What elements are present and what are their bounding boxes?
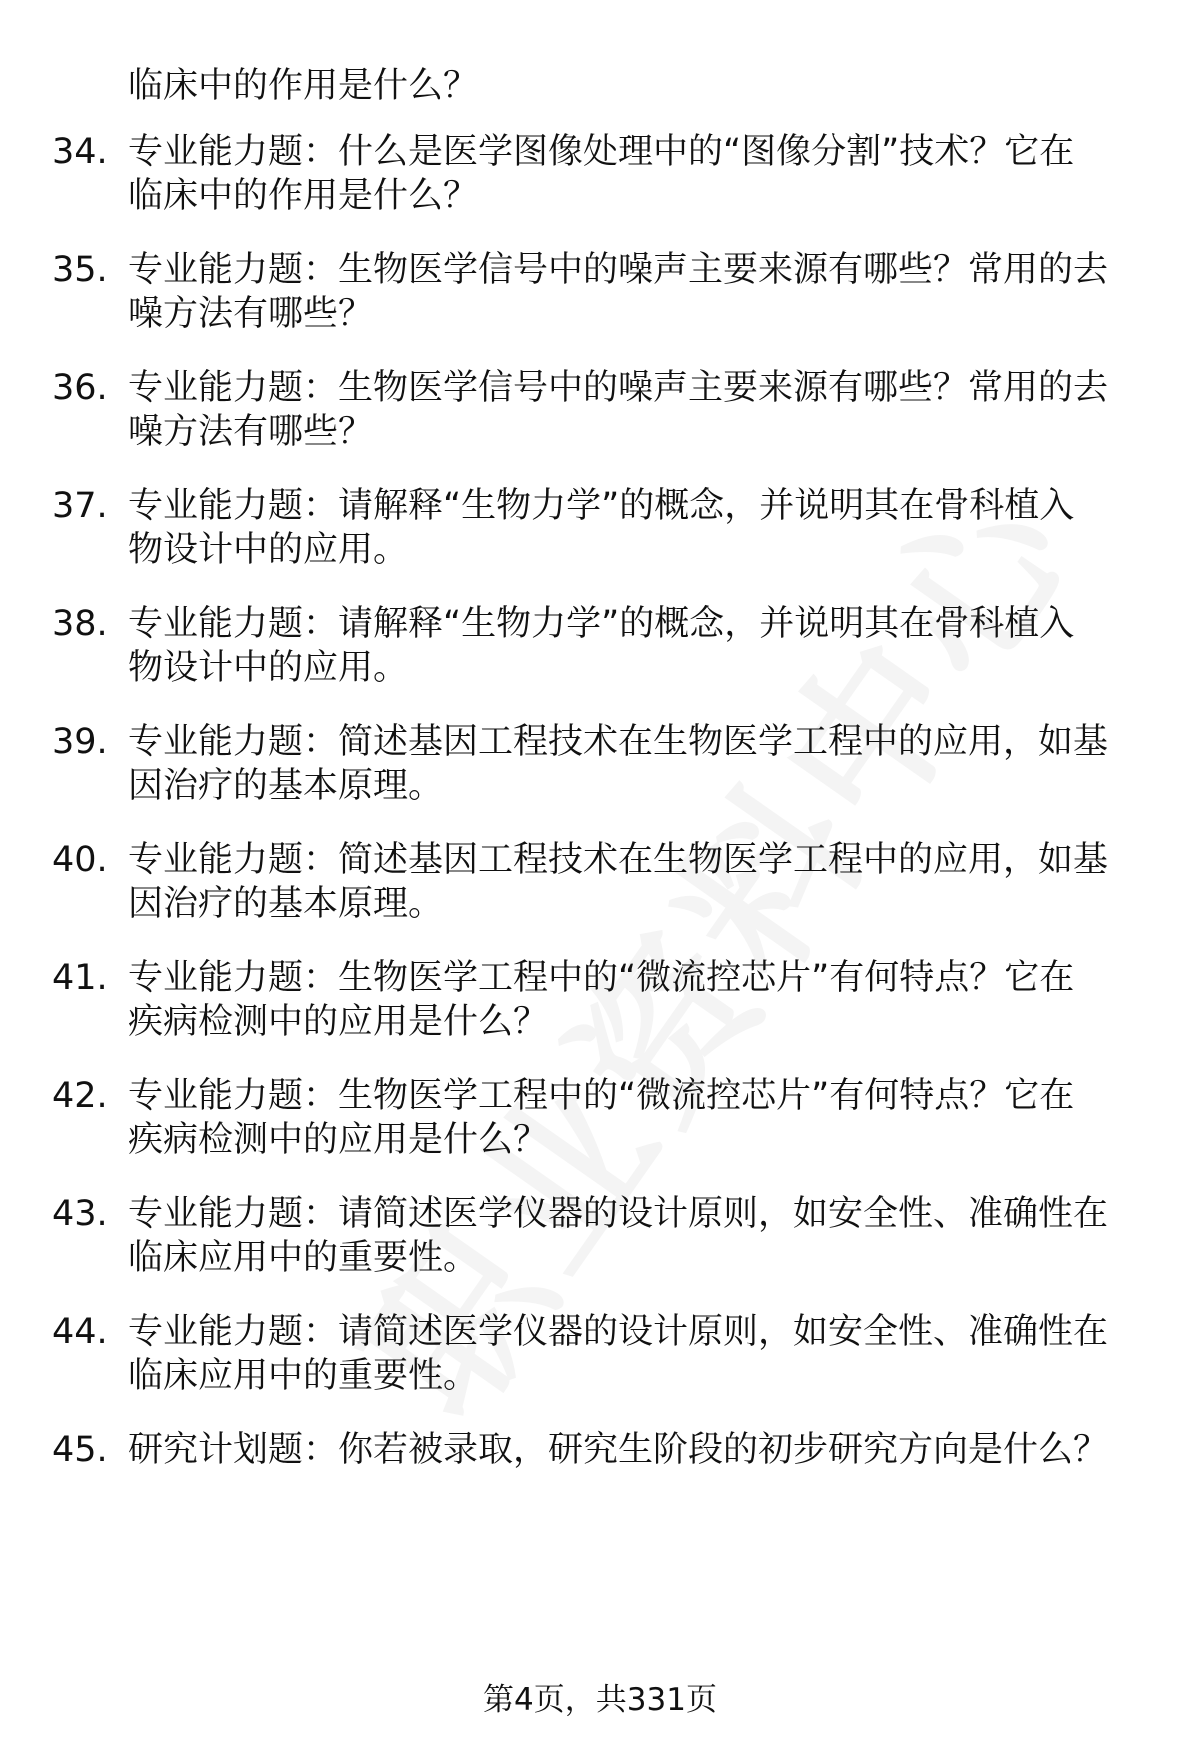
item-text-line2: 临床应用中的重要性。 <box>128 1238 479 1278</box>
item-number: 39. <box>52 722 108 762</box>
item-number: 37. <box>52 486 108 526</box>
item-text-line2: 物设计中的应用。 <box>128 530 409 570</box>
item-text-line2: 物设计中的应用。 <box>128 648 409 688</box>
item-number: 43. <box>52 1194 108 1234</box>
item-text-line1: 专业能力题：什么是医学图像处理中的“图像分割”技术？它在 <box>128 132 1075 172</box>
item-text-line2: 临床中的作用是什么？ <box>128 176 479 216</box>
item-number: 41. <box>52 958 108 998</box>
item-number: 35. <box>52 250 108 290</box>
item-text-line2: 噪方法有哪些？ <box>128 412 374 452</box>
item-text-line1: 专业能力题：简述基因工程技术在生物医学工程中的应用，如基 <box>128 840 1109 880</box>
item-text-line1: 专业能力题：生物医学信号中的噪声主要来源有哪些？常用的去 <box>128 368 1109 408</box>
item-text-line2: 临床应用中的重要性。 <box>128 1356 479 1396</box>
item-text-line2: 噪方法有哪些？ <box>128 294 374 334</box>
item-number: 38. <box>52 604 108 644</box>
item-text-line1: 专业能力题：生物医学工程中的“微流控芯片”有何特点？它在 <box>128 1076 1075 1116</box>
item-text-line2: 疾病检测中的应用是什么？ <box>128 1120 549 1160</box>
watermark <box>300 430 1120 1455</box>
item-text-line2: 因治疗的基本原理。 <box>128 884 444 924</box>
item-number: 40. <box>52 840 108 880</box>
item-number: 42. <box>52 1076 108 1116</box>
page-footer: 第4页，共331页 <box>483 1682 717 1718</box>
item-number: 36. <box>52 368 108 408</box>
item-text-line1: 专业能力题：请解释“生物力学”的概念，并说明其在骨科植入 <box>128 486 1075 526</box>
item-text-line1: 专业能力题：简述基因工程技术在生物医学工程中的应用，如基 <box>128 722 1109 762</box>
item-number: 34. <box>52 132 108 172</box>
item-text-line1: 专业能力题：生物医学信号中的噪声主要来源有哪些？常用的去 <box>128 250 1109 290</box>
item-text-line1: 专业能力题：生物医学工程中的“微流控芯片”有何特点？它在 <box>128 958 1075 998</box>
item-text-line2: 因治疗的基本原理。 <box>128 766 444 806</box>
item-number: 45. <box>52 1430 108 1470</box>
item-number: 44. <box>52 1312 108 1352</box>
item-text-line1: 专业能力题：请简述医学仪器的设计原则，如安全性、准确性在 <box>128 1194 1109 1234</box>
item-text-line1: 专业能力题：请解释“生物力学”的概念，并说明其在骨科植入 <box>128 604 1075 644</box>
item-text-line2: 疾病检测中的应用是什么？ <box>128 1002 549 1042</box>
item-text-line1: 研究计划题：你若被录取，研究生阶段的初步研究方向是什么？ <box>128 1430 1109 1470</box>
intro-continuation-text: 临床中的作用是什么？ <box>128 66 479 106</box>
item-text-line1: 专业能力题：请简述医学仪器的设计原则，如安全性、准确性在 <box>128 1312 1109 1352</box>
